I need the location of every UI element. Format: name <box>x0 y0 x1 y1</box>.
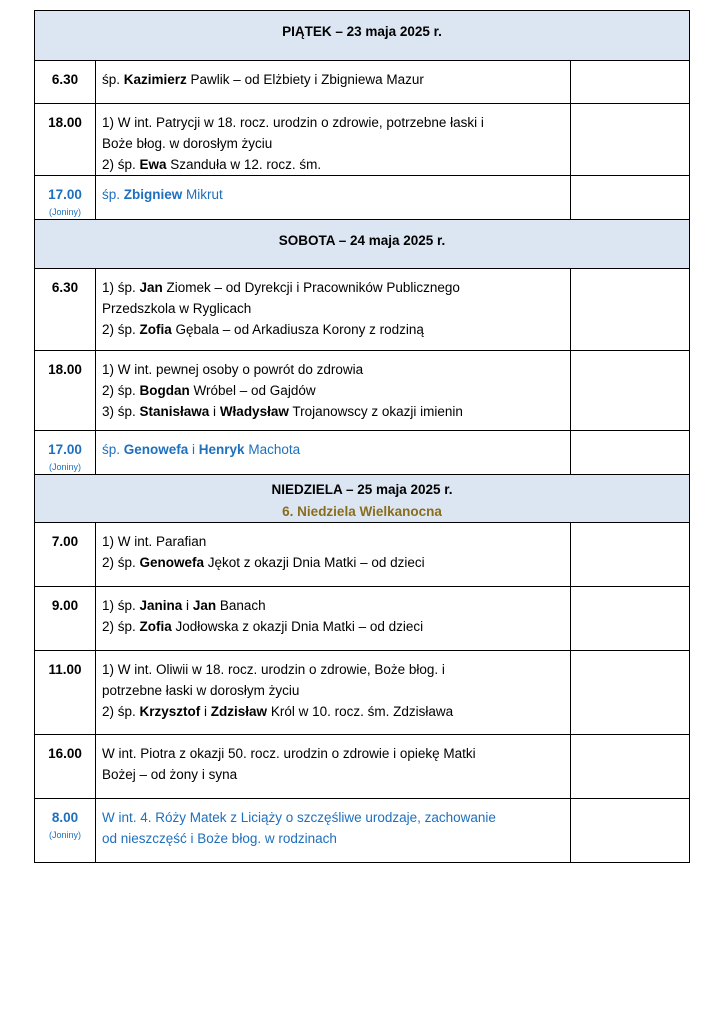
intention-line <box>102 743 564 764</box>
intention-line <box>102 112 564 133</box>
intention-text: 1) W int. Oliwii w 18. rocz. urodzin o zdrowie, Boże błog. i <box>102 662 445 677</box>
intention-name: Zofia <box>139 322 172 337</box>
mass-row <box>35 735 690 799</box>
mass-intention-cell <box>96 351 571 431</box>
mass-intention-cell <box>96 431 571 475</box>
intention-text: 1) W int. pewnej osoby o powrót do zdrowia <box>102 362 364 377</box>
mass-schedule-table <box>34 10 690 863</box>
mass-time-cell <box>35 799 96 863</box>
intention-text: 2) śp. <box>102 704 140 719</box>
mass-time-cell <box>35 351 96 431</box>
mass-time-cell <box>35 587 96 651</box>
mass-time: 16.00 <box>48 746 82 761</box>
mass-intention-cell <box>96 799 571 863</box>
notes-cell <box>571 104 690 176</box>
intention-text: Jękot z okazji Dnia Matki – od dzieci <box>204 555 425 570</box>
intention-text: 2) śp. <box>102 383 140 398</box>
mass-time: 17.00 <box>48 187 82 202</box>
intention-text: Przedszkola w Ryglicach <box>102 301 252 316</box>
mass-intention-cell <box>96 269 571 351</box>
intention-name: Władysław <box>219 404 289 419</box>
mass-time-cell <box>35 735 96 799</box>
intention-line <box>102 380 564 401</box>
intention-name: Bogdan <box>139 383 190 398</box>
mass-row <box>35 176 690 220</box>
mass-intention-cell <box>96 61 571 104</box>
intention-text: Machota <box>244 442 301 457</box>
mass-location: (Joniny) <box>48 207 81 217</box>
intention-name: Genowefa <box>123 442 189 457</box>
intention-line <box>102 184 564 205</box>
notes-cell <box>571 735 690 799</box>
mass-intention-cell <box>96 523 571 587</box>
mass-time-cell <box>35 523 96 587</box>
intention-line <box>102 298 564 319</box>
intention-text: W int. 4. Róży Matek z Liciąży o szczęśliwe urodzaje, zachowanie <box>102 810 496 825</box>
intention-text: i <box>188 442 199 457</box>
intention-name: Zofia <box>139 619 172 634</box>
mass-location: (Joniny) <box>48 462 81 472</box>
mass-row <box>35 104 690 176</box>
mass-time: 6.30 <box>51 72 79 87</box>
intention-name: Kazimierz <box>123 72 187 87</box>
intention-line <box>102 807 564 828</box>
intention-line <box>102 701 564 722</box>
day-header-row <box>35 220 690 269</box>
intention-text: 1) W int. Parafian <box>102 534 207 549</box>
intention-line <box>102 359 564 380</box>
intention-text: Bożej – od żony i syna <box>102 767 238 782</box>
intention-line <box>102 616 564 637</box>
intention-text: i <box>182 598 193 613</box>
intention-text: 2) śp. <box>102 555 140 570</box>
day-header <box>35 475 690 523</box>
mass-time: 9.00 <box>51 598 79 613</box>
mass-time-cell <box>35 176 96 220</box>
mass-row <box>35 61 690 104</box>
intention-name: Jan <box>139 280 163 295</box>
intention-text: i <box>200 704 211 719</box>
intention-text: 3) śp. <box>102 404 140 419</box>
mass-time-cell <box>35 431 96 475</box>
intention-text: śp. <box>102 187 124 202</box>
mass-time-cell <box>35 651 96 735</box>
mass-time-cell <box>35 104 96 176</box>
intention-text: 2) śp. <box>102 322 140 337</box>
notes-cell <box>571 269 690 351</box>
day-title: PIĄTEK – 23 maja 2025 r. <box>282 24 442 39</box>
intention-line <box>102 659 564 680</box>
mass-time: 18.00 <box>48 362 82 377</box>
intention-text: Trojanowscy z okazji imienin <box>288 404 463 419</box>
mass-location: (Joniny) <box>48 830 81 840</box>
intention-line <box>102 439 564 460</box>
intention-text: 2) śp. <box>102 157 140 172</box>
intention-line <box>102 401 564 422</box>
intention-text: Jodłowska z okazji Dnia Matki – od dzieci <box>171 619 424 634</box>
intention-text: Wróbel – od Gajdów <box>189 383 316 398</box>
notes-cell <box>571 176 690 220</box>
day-header-row <box>35 11 690 61</box>
intention-text: W int. Piotra z okazji 50. rocz. urodzin o zdrowie i opiekę Matki <box>102 746 476 761</box>
intention-name: Henryk <box>198 442 245 457</box>
day-header <box>35 11 690 61</box>
intention-text: śp. <box>102 442 124 457</box>
mass-row <box>35 269 690 351</box>
intention-name: Janina <box>139 598 183 613</box>
intention-text: i <box>209 404 220 419</box>
notes-cell <box>571 651 690 735</box>
intention-line <box>102 133 564 154</box>
intention-name: Ewa <box>139 157 167 172</box>
intention-name: Krzysztof <box>139 704 201 719</box>
intention-text: od nieszczęść i Boże błog. w rodzinach <box>102 831 337 846</box>
intention-line <box>102 69 564 90</box>
mass-time: 7.00 <box>51 534 79 549</box>
mass-row <box>35 523 690 587</box>
intention-text: śp. <box>102 72 124 87</box>
intention-name: Zbigniew <box>123 187 183 202</box>
intention-text: Mikrut <box>182 187 223 202</box>
mass-time: 11.00 <box>48 662 82 677</box>
notes-cell <box>571 61 690 104</box>
mass-time: 6.30 <box>51 280 79 295</box>
mass-time-cell <box>35 61 96 104</box>
intention-text: Szanduła w 12. rocz. śm. <box>166 157 322 172</box>
day-title: NIEDZIELA – 25 maja 2025 r. <box>271 482 453 497</box>
intention-text: Król w 10. rocz. śm. Zdzisława <box>267 704 454 719</box>
intention-name: Zdzisław <box>210 704 268 719</box>
intention-line <box>102 764 564 785</box>
intention-text: 1) śp. <box>102 598 140 613</box>
day-header-row <box>35 475 690 523</box>
intention-text: Ziomek – od Dyrekcji i Pracowników Publicznego <box>162 280 460 295</box>
mass-time: 17.00 <box>48 442 82 457</box>
notes-cell <box>571 587 690 651</box>
mass-intention-cell <box>96 104 571 176</box>
mass-time-cell <box>35 269 96 351</box>
intention-line <box>102 552 564 573</box>
intention-text: Pawlik – od Elżbiety i Zbigniewa Mazur <box>186 72 424 87</box>
schedule-body <box>35 11 690 863</box>
intention-text: potrzebne łaski w dorosłym życiu <box>102 683 300 698</box>
intention-text: Gębala – od Arkadiusza Korony z rodziną <box>171 322 424 337</box>
intention-line <box>102 154 564 175</box>
mass-row <box>35 587 690 651</box>
intention-line <box>102 595 564 616</box>
mass-intention-cell <box>96 735 571 799</box>
intention-line <box>102 828 564 849</box>
notes-cell <box>571 799 690 863</box>
intention-text: Banach <box>216 598 266 613</box>
mass-row <box>35 799 690 863</box>
intention-line <box>102 680 564 701</box>
mass-row <box>35 351 690 431</box>
intention-text: 1) W int. Patrycji w 18. rocz. urodzin o zdrowie, potrzebne łaski i <box>102 115 484 130</box>
intention-line <box>102 531 564 552</box>
day-header <box>35 220 690 269</box>
intention-line <box>102 277 564 298</box>
mass-intention-cell <box>96 176 571 220</box>
mass-row <box>35 431 690 475</box>
notes-cell <box>571 351 690 431</box>
notes-cell <box>571 523 690 587</box>
feast-name: 6. Niedziela Wielkanocna <box>282 504 442 519</box>
day-title: SOBOTA – 24 maja 2025 r. <box>278 233 446 248</box>
intention-name: Stanisława <box>139 404 210 419</box>
mass-row <box>35 651 690 735</box>
intention-text: 2) śp. <box>102 619 140 634</box>
intention-text: 1) śp. <box>102 280 140 295</box>
mass-intention-cell <box>96 651 571 735</box>
mass-time: 8.00 <box>51 810 79 825</box>
intention-text: Boże błog. w dorosłym życiu <box>102 136 273 151</box>
intention-name: Genowefa <box>139 555 205 570</box>
notes-cell <box>571 431 690 475</box>
intention-line <box>102 319 564 340</box>
intention-name: Jan <box>192 598 217 613</box>
mass-time: 18.00 <box>48 115 82 130</box>
mass-intention-cell <box>96 587 571 651</box>
